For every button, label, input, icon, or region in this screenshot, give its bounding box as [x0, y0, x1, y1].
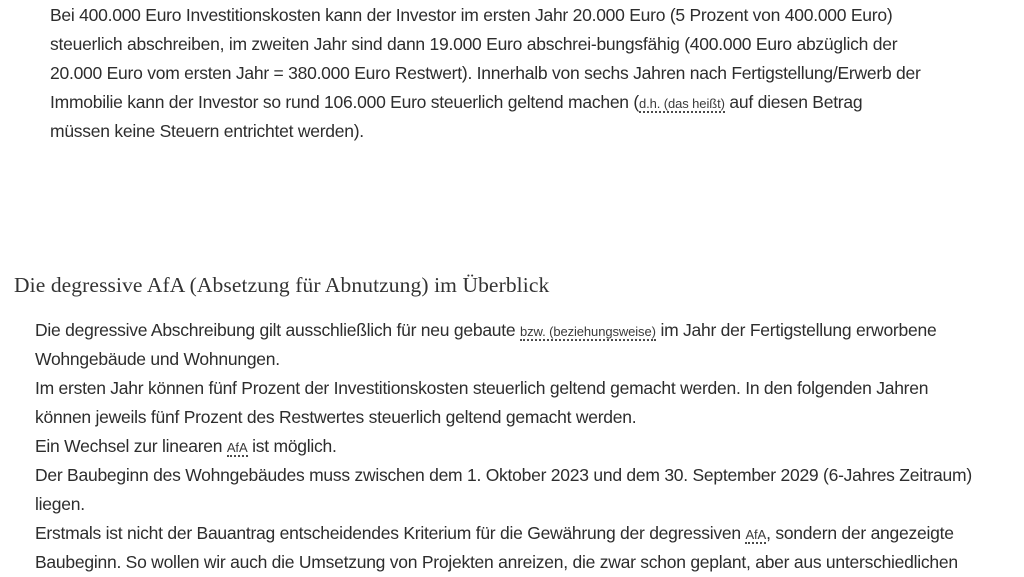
abbreviation-term: AfA [745, 527, 767, 542]
text-run: Die degressive Abschreibung gilt ausschließlich für neu gebaute [35, 320, 520, 340]
text-run: auf diesen Betrag [724, 92, 863, 112]
text-line [50, 30, 921, 59]
paragraph [35, 374, 972, 432]
paragraph [35, 461, 972, 519]
text-run: im Jahr der Fertigstellung erworbene [655, 320, 937, 340]
text-line [50, 1, 921, 30]
abbreviation-term: d.h. (das heißt) [638, 96, 725, 111]
text-run: Im ersten Jahr können fünf Prozent der Investitionskosten steuerlich geltend gemacht werden. In den folgenden Jahren [35, 378, 929, 398]
text-line [35, 490, 972, 519]
text-line [35, 461, 972, 490]
text-line [50, 117, 921, 146]
paragraph [35, 432, 972, 461]
text-line [35, 432, 972, 461]
text-line [50, 88, 921, 117]
abbreviation-term: bzw. (beziehungsweise) [520, 324, 656, 339]
intro-paragraph [50, 1, 921, 146]
text-run: ist möglich. [247, 436, 337, 456]
text-run: liegen. [35, 494, 85, 514]
text-run: können jeweils fünf Prozent des Restwertes steuerlich geltend gemacht werden. [35, 407, 637, 427]
text-line [50, 59, 921, 88]
text-run: Erstmals ist nicht der Bauantrag entscheidendes Kriterium für die Gewährung der degressiven [35, 523, 746, 543]
section-heading: Die degressive AfA (Absetzung für Abnutzung) im Überblick [14, 273, 550, 297]
abbreviation-term: AfA [226, 440, 248, 455]
text-run: Ein Wechsel zur linearen [35, 436, 227, 456]
text-run: Immobilie kann der Investor so rund 106.000 Euro steuerlich geltend machen ( [50, 92, 639, 112]
overview-section [35, 316, 972, 577]
text-run: 20.000 Euro vom ersten Jahr = 380.000 Euro Restwert). Innerhalb von sechs Jahren nach Fertigstellung/Erwerb der [50, 63, 921, 83]
paragraph [35, 316, 972, 374]
text-run: Baubeginn. So wollen wir auch die Umsetzung von Projekten anreizen, die zwar schon geplant, aber aus unterschiedlichen [35, 552, 958, 572]
text-run: Der Baubeginn des Wohngebäudes muss zwischen dem 1. Oktober 2023 und dem 30. September 2029 (6-Jahres Zeitraum) [35, 465, 972, 485]
paragraph [35, 519, 972, 577]
text-run: steuerlich abschreiben, im zweiten Jahr sind dann 19.000 Euro abschrei-bungsfähig (400.000 Euro abzüglich der [50, 34, 898, 54]
text-line [35, 316, 972, 345]
text-run: Bei 400.000 Euro Investitionskosten kann der Investor im ersten Jahr 20.000 Euro (5 Prozent von 400.000 Euro) [50, 5, 893, 25]
text-line [35, 374, 972, 403]
text-line [35, 548, 972, 577]
text-line [35, 519, 972, 548]
text-line [35, 403, 972, 432]
text-run: Wohngebäude und Wohnungen. [35, 349, 280, 369]
text-run: , sondern der angezeigte [766, 523, 954, 543]
text-line [35, 345, 972, 374]
text-run: müssen keine Steuern entrichtet werden). [50, 121, 364, 141]
